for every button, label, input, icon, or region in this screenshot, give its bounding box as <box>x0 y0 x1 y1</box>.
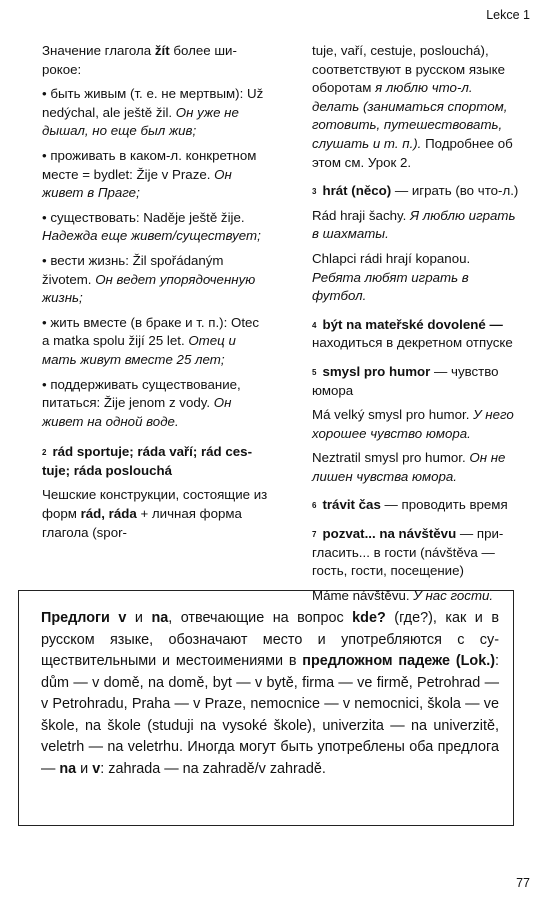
text: • вести жизнь: Žil spořádaným životem. <box>42 252 224 287</box>
example-chess <box>312 207 522 244</box>
note-term: hrát (něco) <box>322 183 392 199</box>
paragraph-zit-meaning <box>42 42 268 79</box>
translation: Он живет на одной воде. <box>42 395 232 429</box>
translation: я люблю что-л. делать (заниматься спортом, готовить, путешествовать, слушать и т. п.). <box>312 80 508 151</box>
translation: Он ведет упорядоченную жизнь; <box>42 271 256 306</box>
text: Чешские конструкции, состоящие из форм <box>42 487 268 522</box>
example-football <box>312 250 522 306</box>
translation: Он живет в Праге; <box>42 166 232 201</box>
translation: У него хорошее чувство юмора. <box>312 407 514 441</box>
page-number: 77 <box>516 876 530 890</box>
note-3-heading <box>312 182 522 201</box>
text: • быть живым (т. е. не мертвым): Už nedýchal, ale ještě žil. <box>42 86 264 120</box>
text: • жить вместе (в браке и т. п.): Otec a matka spolu žijí 25 let. <box>42 314 260 349</box>
text: — проводить время <box>380 497 508 513</box>
bold-text: na <box>59 760 77 777</box>
text: более широкое: <box>42 43 237 77</box>
note-number: 2 <box>42 448 47 458</box>
term-rad-rada: rád, ráda <box>80 506 137 522</box>
note-7-heading <box>312 525 522 581</box>
translation: Надежда еще живет/существует; <box>42 228 261 244</box>
text: Má velký smysl pro humor. <box>312 407 474 423</box>
translation: Он уже не дышал, но еще был жив; <box>42 104 239 139</box>
note-2-body <box>42 486 268 542</box>
bullet-reside <box>42 147 268 203</box>
translation: Отец и мать живут вместе 25 лет; <box>42 333 236 367</box>
text: : dům — v domě, na domě, byt — v bytě, firma — ve firmě, Petrohrad — v Petrohradu, Praha — v Praze, nemocnice — v nemocnici, škola — ve škole, na škole (studuji na vysoké škole), univerzita — na univerzitě, veletrh — na veletrhu. Иногда могут быть употреблены оба предлога — <box>41 653 499 777</box>
right-column <box>312 42 522 605</box>
note-number: 7 <box>312 530 317 540</box>
text: — чувство юмора <box>312 363 499 398</box>
note-2-heading <box>42 443 268 480</box>
text: , отвечающие на вопрос <box>168 610 353 626</box>
bullet-lead-life <box>42 252 268 308</box>
bullet-alive <box>42 85 268 141</box>
text: • проживать в каком-л. конкретном месте = bydlet: Žije v Praze. <box>42 147 257 182</box>
text: Подробнее об этом см. Урок 2. <box>312 135 513 170</box>
text: и <box>76 760 93 777</box>
text: и <box>126 610 152 626</box>
example-humor-1 <box>312 406 522 443</box>
note-5-heading <box>312 363 522 400</box>
note-term: rád sportuje; ráda vaří; rád cestuje; ráda poslouchá <box>42 444 252 478</box>
translation: Я люблю играть в шахматы. <box>312 207 516 242</box>
note-number: 5 <box>312 367 317 377</box>
text: Значение глагола <box>42 43 155 58</box>
text: (где?), как и в русском языке, обозначают место и употребляются с существительными и местоимениями в <box>41 610 499 669</box>
example-humor-2 <box>312 449 522 486</box>
bold-text: v <box>92 760 101 777</box>
note-6 <box>312 496 522 515</box>
translation: Ребята любят играть в футбол. <box>312 269 469 304</box>
text: — пригласить... в гости (návštěva — гость, гости, посещение) <box>312 526 504 579</box>
left-column <box>42 42 268 542</box>
note-term: pozvat... na návštěvu <box>322 526 457 542</box>
text: • существовать: Naděje ještě žije. <box>42 209 245 225</box>
translation: Он не лишен чувства юмора. <box>312 450 506 484</box>
lesson-header: Lekce 1 <box>486 8 530 22</box>
text: + личная форма глагола (spor- <box>42 506 242 540</box>
note-2-continuation <box>312 42 522 172</box>
bold-text: na <box>151 610 169 626</box>
note-term: trávit čas <box>322 497 381 513</box>
text: • поддерживать существование, питаться: Žije jenom z vody. <box>42 376 241 411</box>
bullet-live-together <box>42 314 268 370</box>
text: находиться в декретном отпуске <box>312 335 513 351</box>
bullet-exist <box>42 209 268 246</box>
text: tuje, vaří, cestuje, poslouchá), соответствуют в русском языке оборотам <box>312 43 506 96</box>
note-term: být na mateřské dovolené — <box>322 316 503 332</box>
text: Neztratil smysl pro humor. <box>312 450 470 466</box>
note-number: 3 <box>312 187 317 197</box>
term-zit: žít <box>154 43 170 58</box>
bold-text: kde? <box>352 610 386 626</box>
grammar-box <box>18 587 514 826</box>
bold-text: Предлоги v <box>41 610 127 626</box>
note-4 <box>312 316 522 353</box>
grammar-box-text <box>41 608 499 780</box>
text: Máme návštěvu. <box>312 587 414 603</box>
note-number: 6 <box>312 501 317 511</box>
text: Rád hraji šachy. <box>312 207 411 223</box>
translation: У нас гости. <box>413 587 494 603</box>
bold-text: предложном падеже (Lok.) <box>302 653 495 669</box>
text: Chlapci rádi hrají kopanou. <box>312 250 471 266</box>
text: : zahrada — na zahradě/v zahradě. <box>100 760 326 777</box>
note-term: smysl pro humor <box>322 363 431 379</box>
text: — играть (во что-л.) <box>391 183 519 199</box>
note-number: 4 <box>312 320 317 330</box>
bullet-sustain <box>42 376 268 432</box>
